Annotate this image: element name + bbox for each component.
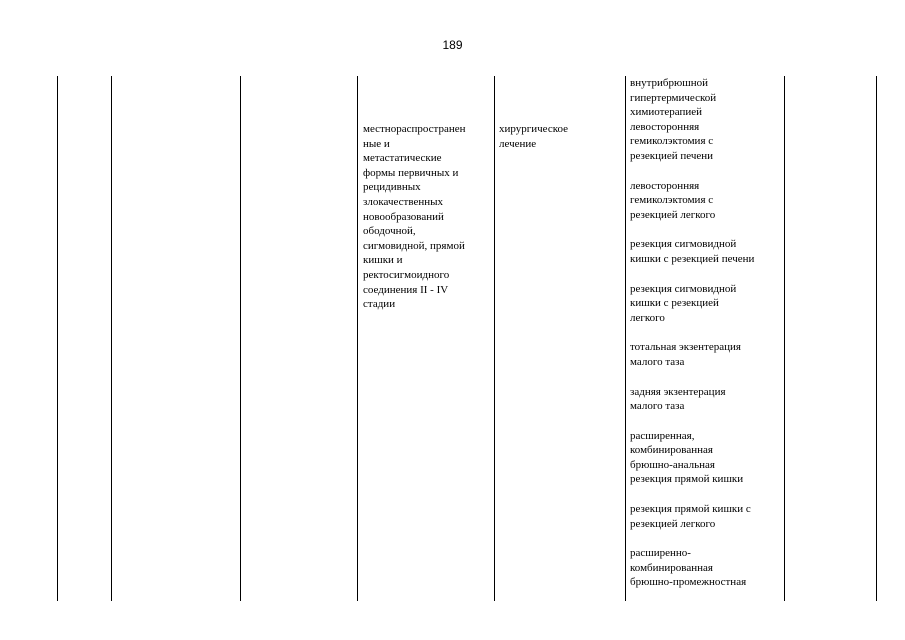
list-item: расширенная, комбинированная брюшно-анальная резекция прямой кишки (630, 429, 744, 486)
list-item: резекция прямой кишки с резекцией легкого (630, 503, 751, 530)
treatment-type-cell: хирургическое лечение (499, 123, 569, 150)
diagnosis-cell: местнораспространен ные и метастатические формы первичных и рецидивных злокачественных новообразований ободочной, сигмовидной, прямой кишки и ректосигмоидного соединения II - IV стадии (363, 123, 466, 311)
column-divider (784, 76, 785, 601)
column-divider (494, 76, 495, 601)
table-border-left (57, 76, 58, 601)
page-number: 189 (442, 38, 463, 52)
list-item: резекция сигмовидной кишки с резекцией печени (630, 238, 755, 265)
list-item: расширенно- комбинированная брюшно-промежностная (630, 547, 747, 589)
list-item: тотальная экзентерация малого таза (630, 341, 741, 368)
column-divider (111, 76, 112, 601)
column-divider (357, 76, 358, 601)
list-item: левосторонняя гемиколэктомия с резекцией легкого (630, 179, 716, 221)
list-item: задняя экзентерация малого таза (630, 385, 726, 413)
list-item: внутрибрюшной гипертермической химиотерапией левосторонняя гемиколэктомия с резекцией печени (630, 77, 717, 162)
treatment-methods-list (630, 76, 782, 605)
table-border-right (876, 76, 877, 601)
column-divider (625, 76, 626, 601)
column-divider (240, 76, 241, 601)
list-item: резекция сигмовидной кишки с резекцией легкого (630, 282, 737, 324)
